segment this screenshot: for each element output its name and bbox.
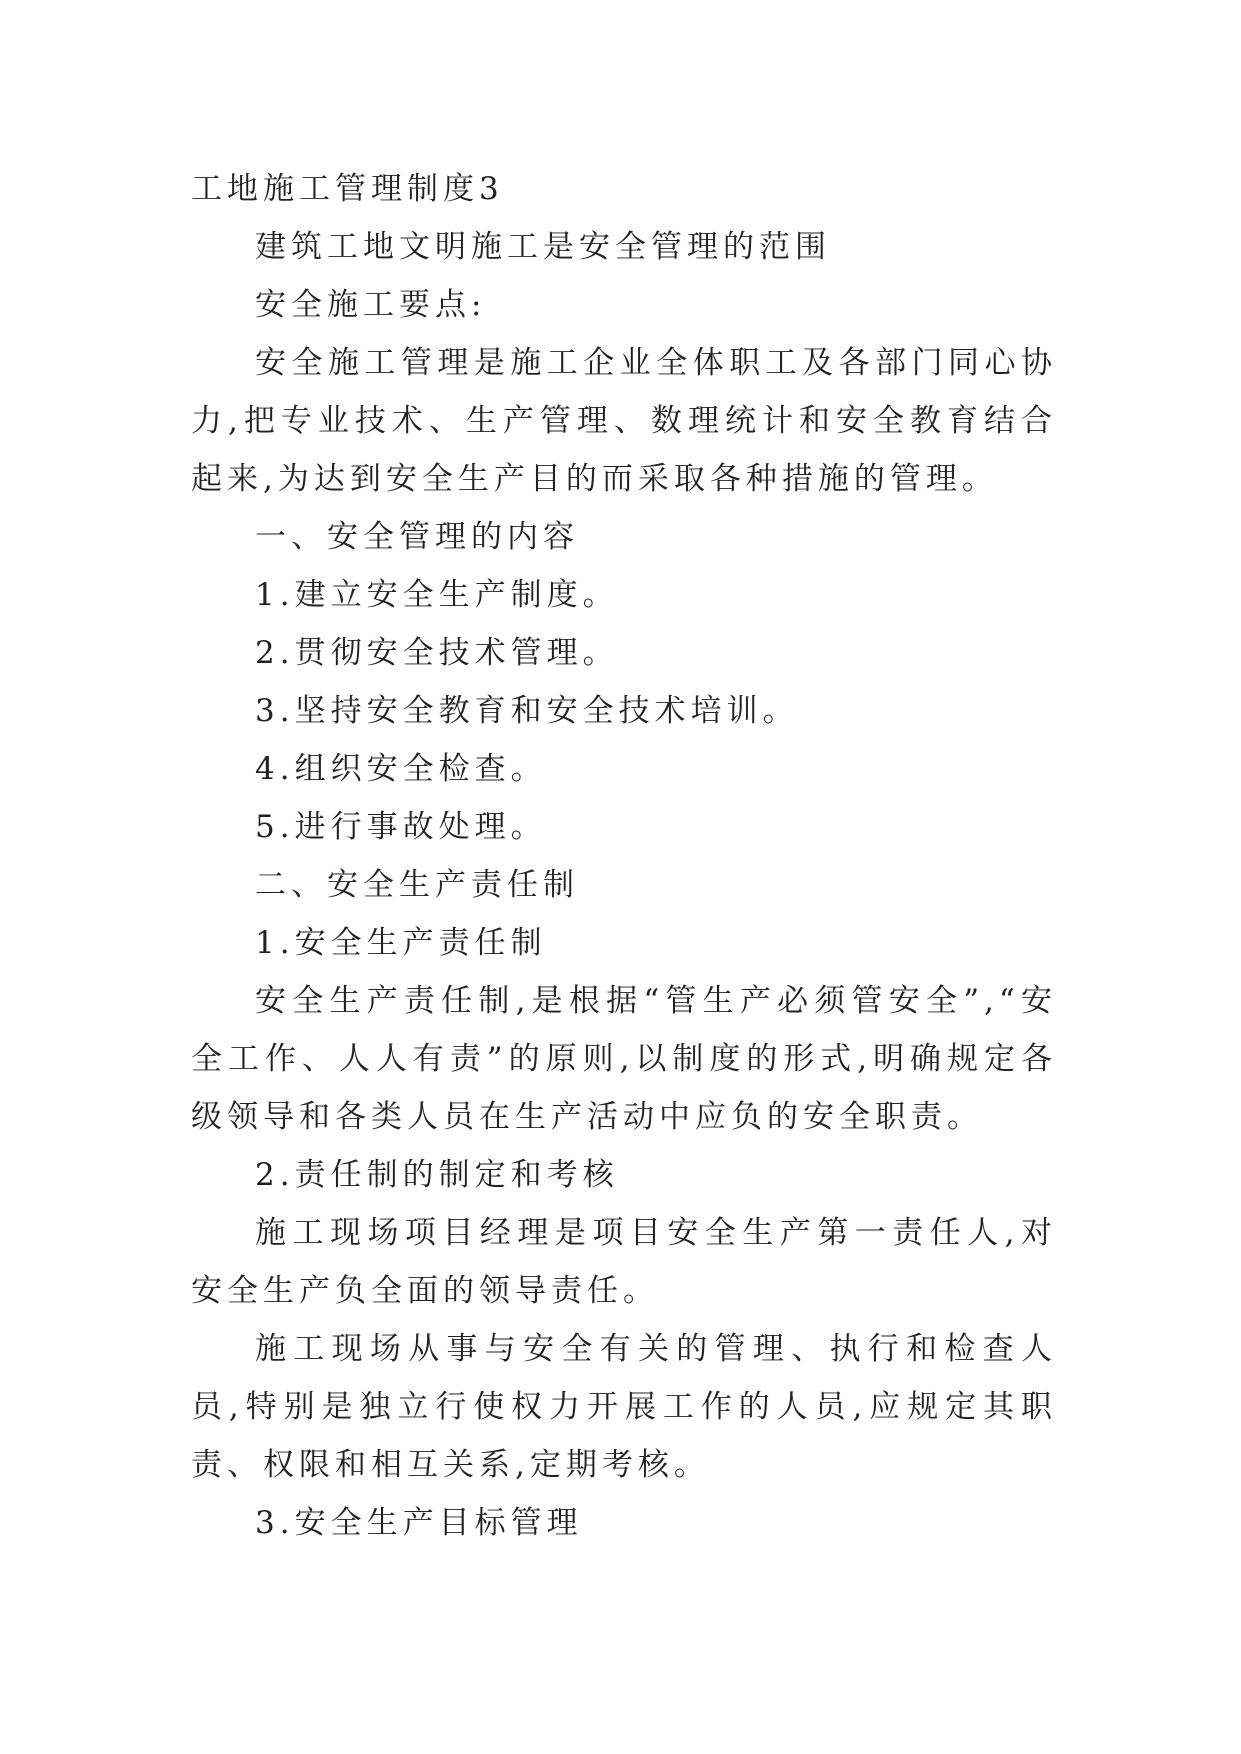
list-item: 3.坚持安全教育和安全技术培训。 [255, 693, 799, 729]
paragraph-project-manager: 施工现场项目经理是项目安全生产第一责任人,对安全生产负全面的领导责任。 [191, 1215, 1057, 1309]
list-item: 2.贯彻安全技术管理。 [255, 635, 619, 671]
list-item: 1.建立安全生产制度。 [255, 577, 619, 613]
list-item: 4.组织安全检查。 [255, 751, 547, 787]
paragraph-key-points-heading: 安全施工要点: [255, 287, 487, 323]
subsection-heading: 3.安全生产目标管理 [255, 1505, 583, 1541]
document-body [191, 160, 1057, 1552]
section-heading-responsibility: 二、安全生产责任制 [255, 867, 579, 903]
paragraph-responsibility-system: 安全生产责任制,是根据“管生产必须管安全”,“安全工作、人人有责”的原则,以制度的形式,明确规定各级领导和各类人员在生产活动中应负的安全职责。 [191, 983, 1057, 1135]
paragraph-site-personnel: 施工现场从事与安全有关的管理、执行和检查人员,特别是独立行使权力开展工作的人员,应规定其职责、权限和相互关系,定期考核。 [191, 1331, 1057, 1483]
paragraph-scope: 建筑工地文明施工是安全管理的范围 [255, 229, 831, 265]
subsection-heading: 1.安全生产责任制 [255, 925, 547, 961]
paragraph-safety-management-definition: 安全施工管理是施工企业全体职工及各部门同心协力,把专业技术、生产管理、数理统计和安全教育结合起来,为达到安全生产目的而采取各种措施的管理。 [191, 345, 1057, 497]
list-item: 5.进行事故处理。 [255, 809, 547, 845]
subsection-heading: 2.责任制的制定和考核 [255, 1157, 619, 1193]
section-heading-content: 一、安全管理的内容 [255, 519, 579, 555]
document-title: 工地施工管理制度3 [191, 171, 504, 207]
